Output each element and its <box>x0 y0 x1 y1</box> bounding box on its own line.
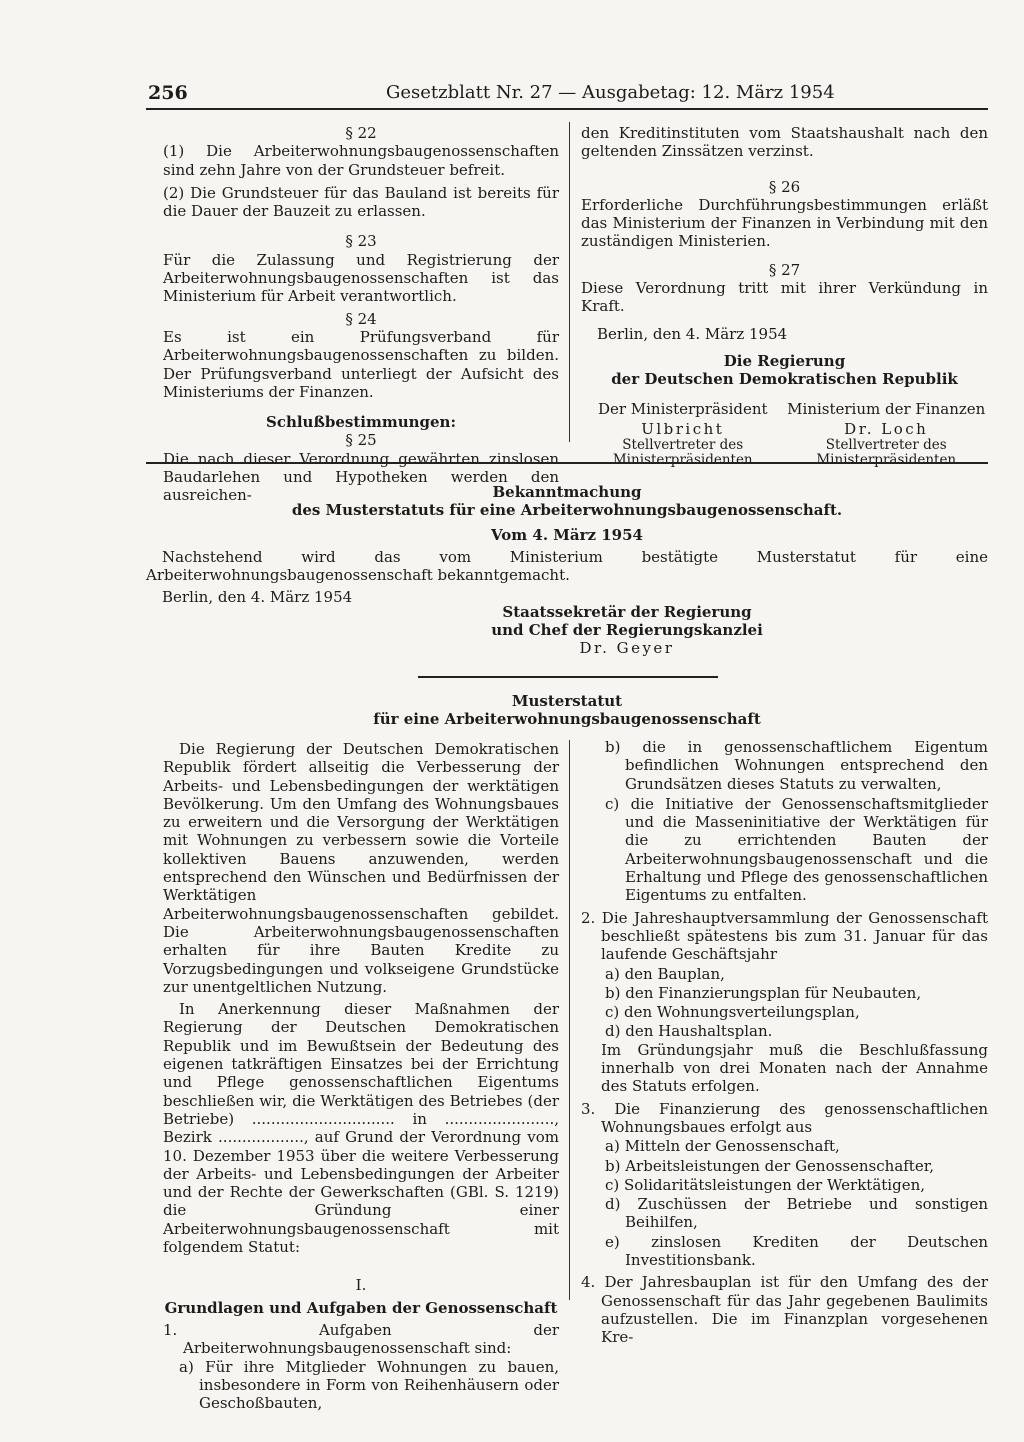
signature-right-title: Stellvertreter des Ministerpräsidenten <box>816 437 957 469</box>
item-3d: d) Zuschüssen der Betriebe und sonstigen Beihilfen, <box>605 1195 988 1232</box>
statute-title-1: Musterstatut <box>511 692 623 710</box>
header-rule <box>146 108 988 110</box>
section-27-heading: § 27 <box>768 260 801 279</box>
section-26-heading: § 26 <box>768 177 801 196</box>
item-3: 3. Die Finanzierung des genossenschaftlichen Wohnungsbaues erfolgt aus <box>581 1099 988 1136</box>
announcement-sig-name: Dr. Geyer <box>579 639 675 658</box>
statute-right-column <box>581 738 988 1347</box>
section-24-text: Es ist ein Prüfungsverband für Arbeiterwohnungsbaugenossenschaften zu bilden. Der Prüfungsverband unterliegt der Aufsicht des Ministeriums der Finanzen. <box>163 327 559 401</box>
gazette-header: Gesetzblatt Nr. 27 — Ausgabetag: 12. März 1954 <box>386 82 835 103</box>
section-rule-1 <box>146 462 988 464</box>
announcement-sig-line-2: und Chef der Regierungskanzlei <box>491 621 763 640</box>
item-3a: a) Mitteln der Genossenschaft, <box>605 1137 840 1156</box>
announcement <box>146 483 988 658</box>
announcement-signature <box>146 603 988 658</box>
signature-left-title: Stellvertreter des Ministerpräsidenten <box>612 437 753 469</box>
government-line-1: Die Regierung <box>723 351 846 370</box>
section-26-text: Erforderliche Durchführungsbestimmungen erläßt das Ministerium der Finanzen in Verbindung mit den zuständigen Ministerien. <box>581 195 988 251</box>
announcement-sig-line-1: Staatssekretär der Regierung <box>502 602 752 621</box>
top-left-column <box>163 124 559 505</box>
item-2-note: Im Gründungsjahr muß die Beschlußfassung innerhalb von drei Monaten nach der Annahme des Statuts erfolgen. <box>601 1040 988 1096</box>
announcement-place-date: Berlin, den 4. März 1954 <box>162 588 353 607</box>
item-2: 2. Die Jahreshauptversammlung der Genossenschaft beschließt spätestens bis zum 31. Januar für das laufende Geschäftsjahr <box>581 908 988 964</box>
item-4: 4. Der Jahresbauplan ist für den Umfang des der Genossenschaft für das Jahr gegebenen Baulimits aufzustellen. Die im Finanzplan vorgesehenen Kre- <box>581 1273 988 1347</box>
item-2d: d) den Haushaltsplan. <box>605 1022 773 1041</box>
item-3b: b) Arbeitsleistungen der Genossenschafter, <box>605 1156 935 1175</box>
signature-right-role: Ministerium der Finanzen <box>787 399 986 418</box>
item-1b: b) die in genossenschaftlichem Eigentum befindlichen Wohnungen entsprechend den Grundsätzen dieses Statuts zu verwalten, <box>605 738 988 793</box>
final-provisions-heading: Schlußbestimmungen: <box>265 413 456 432</box>
signature-left-role: Der Ministerpräsident <box>597 399 768 418</box>
government-line-2: der Deutschen Demokratischen Republik <box>611 370 958 389</box>
section-22-heading: § 22 <box>345 124 377 142</box>
preamble-1: Die Regierung der Deutschen Demokratischen Republik fördert allseitig die Verbesserung der Arbeits- und Lebensbedingungen der werktätigen Bevölkerung. Um den Umfang des Wohnungsbaues zu erweitern und die Versorgung der Werktätigen mit Wohnungen zu verbessern sowie die Vorteile kollektiven Bauens anzuwenden, werden entsprechend den Wünschen und Bedürfnissen der Werktätigen Arbeiterwohnungsbaugenossenschaften gebildet. Die Arbeiterwohnungsbaugenossenschaften erhalten für ihre Bauten Kredite zu Vorzugsbedingungen und volkseigene Grundstücke zur unentgeltlichen Nutzung. <box>163 740 559 996</box>
item-3c: c) Solidaritätsleistungen der Werktätigen, <box>605 1175 926 1194</box>
announcement-date: Vom 4. März 1954 <box>491 525 643 544</box>
section-25-text: Die nach dieser Verordnung gewährten zinslosen Baudarlehen und Hypotheken werden den ausreichen- <box>163 449 559 505</box>
top-right-column <box>581 124 988 468</box>
statute-title-2: für eine Arbeiterwohnungsbaugenossenschaft <box>373 710 761 729</box>
section-23-heading: § 23 <box>345 232 377 251</box>
section-25-continuation: den Kreditinstituten vom Staatshaushalt nach den geltenden Zinssätzen verzinst. <box>581 124 988 161</box>
place-date: Berlin, den 4. März 1954 <box>597 324 788 343</box>
section-24-heading: § 24 <box>345 309 377 328</box>
signature-right-name: Dr. Loch <box>844 419 929 438</box>
section-i-number: I. <box>355 1276 367 1295</box>
announcement-title-1: Bekanntmachung <box>492 483 642 501</box>
item-1c: c) die Initiative der Genossenschaftsmitglieder und die Masseninitiative der Werktätigen für die zu errichtenden Bauten der Arbeiterwohnungsbaugenossenschaft und die Erhaltung und Pflege des genossenschaftlichen Eigentums zu entfalten. <box>605 794 988 905</box>
item-3e: e) zinslosen Krediten der Deutschen Investitionsbank. <box>605 1232 988 1270</box>
column-divider-bottom <box>569 740 570 1300</box>
item-2a: a) den Bauplan, <box>605 964 725 983</box>
statute-title <box>146 692 988 729</box>
signature-right <box>785 400 989 469</box>
section-22-para-1: (1) Die Arbeiterwohnungsbaugenossenschaften sind zehn Jahre von der Grundsteuer befreit. <box>163 142 559 179</box>
signature-left-name: Ulbricht <box>641 419 725 438</box>
statute-left-column <box>163 740 559 1412</box>
announcement-body: Nachstehend wird das vom Ministerium bestätigte Musterstatut für eine Arbeiterwohnungsbaugenossenschaft bekanntgemacht. <box>146 547 988 585</box>
section-23-text: Für die Zulassung und Registrierung der Arbeiterwohnungsbaugenossenschaften ist das Ministerium für Arbeit verantwortlich. <box>163 250 559 306</box>
signature-left <box>581 400 785 469</box>
item-1a: a) Für ihre Mitglieder Wohnungen zu bauen, insbesondere in Form von Reihenhäusern oder Geschoßbauten, <box>179 1357 559 1413</box>
signatures-top <box>581 400 988 469</box>
column-divider-top <box>569 122 570 442</box>
item-2c: c) den Wohnungsverteilungsplan, <box>605 1003 860 1022</box>
page-number: 256 <box>148 82 188 104</box>
section-27-text: Diese Verordnung tritt mit ihrer Verkündung in Kraft. <box>581 279 988 316</box>
item-2b: b) den Finanzierungsplan für Neubauten, <box>605 983 922 1002</box>
preamble-2: In Anerkennung dieser Maßnahmen der Regierung der Deutschen Demokratischen Republik und im Bewußtsein der Bedeutung des eigenen tatkräftigen Einsatzes bei der Errichtung und Pflege genossenschaftlichen Eigentums beschließen wir, die Werktätigen des Betriebes (der Betriebe) .............................. in ......................., Bezirk .................., auf Grund der Verordnung vom 10. Dezember 1953 über die weitere Verbesserung der Arbeits- und Lebensbedingungen der Arbeiter und der Rechte der Gewerkschaften (GBl. S. 1219) die Gründung einer Arbeiterwohnungsbaugenossenschaft mit folgendem Statut: <box>163 1000 559 1257</box>
section-i-title: Grundlagen und Aufgaben der Genossenschaft <box>164 1298 558 1317</box>
announcement-title-2: des Musterstatuts für eine Arbeiterwohnungsbaugenossenschaft. <box>291 501 843 520</box>
section-rule-2 <box>418 676 718 678</box>
section-25-heading: § 25 <box>345 431 377 450</box>
section-22-para-2: (2) Die Grundsteuer für das Bauland ist bereits für die Dauer der Bauzeit zu erlassen. <box>163 183 559 221</box>
item-1: 1. Aufgaben der Arbeiterwohnungsbaugenossenschaft sind: <box>163 1320 559 1358</box>
